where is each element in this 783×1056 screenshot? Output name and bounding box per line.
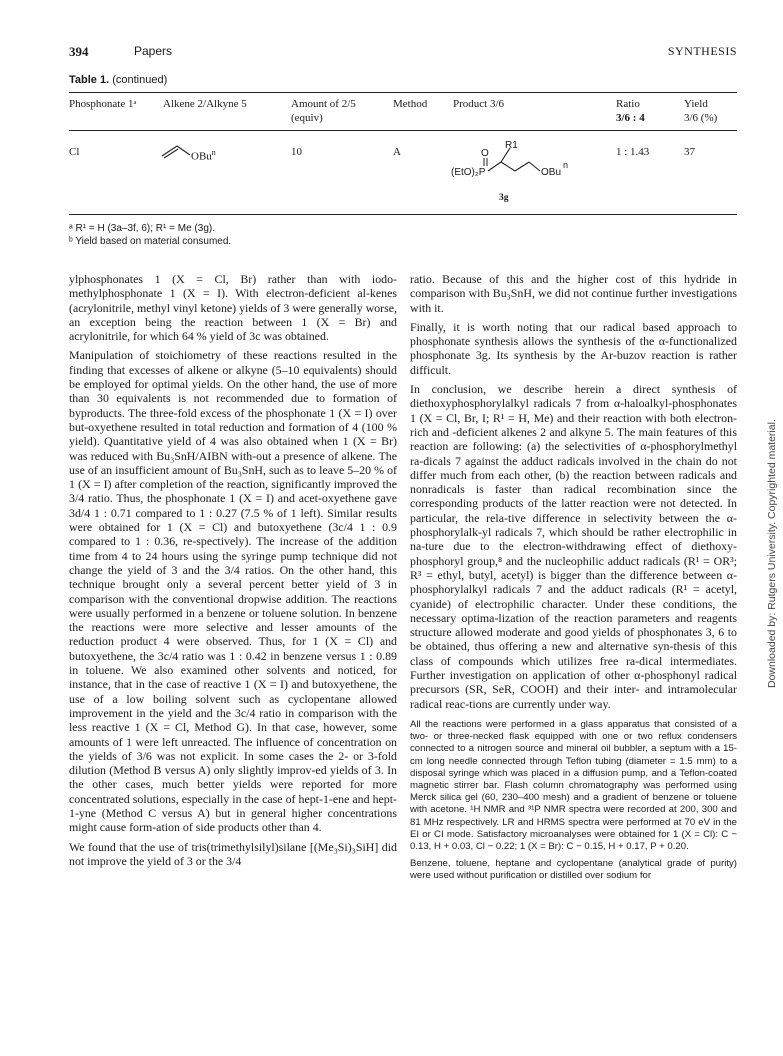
col-header-yield: Yield [684, 98, 708, 110]
bond-c2-c3 [515, 162, 529, 171]
structure-n: n [563, 160, 569, 170]
table-footnote-b: ᵇ Yield based on material consumed. [69, 236, 232, 247]
bond-c1-c2 [501, 162, 515, 171]
bond-c3-o [529, 162, 540, 171]
col-header-phosphonate: Phosphonate 1ᵃ [69, 98, 137, 110]
structure-r1: R1 [505, 140, 518, 151]
table-top-rule [69, 92, 737, 93]
structure-oxygen: O [481, 148, 489, 159]
left-paragraph-3: We found that the use of tris(trimethylsilyl)silane [(Me₃Si)₃SiH] did not improve the yield of 3 or the 3/4 [69, 839, 397, 868]
structure-etop: (EtO)₂P [451, 167, 486, 178]
section-label: Papers [134, 44, 173, 58]
page-number: 394 [69, 44, 89, 59]
cell-method: A [393, 146, 401, 158]
bond-p-c1 [488, 162, 501, 171]
experimental-paragraph-2: Benzene, toluene, heptane and cyclopentane (analytical grade of purity) were used without purification or distilled over sodium for [410, 858, 737, 882]
right-column [410, 272, 737, 888]
journal-name: SYNTHESIS [667, 44, 737, 58]
structure-obu: OBu [541, 167, 562, 178]
col-header-ratio: Ratio [616, 98, 640, 110]
col-header-alkene: Alkene 2/Alkyne 5 [163, 98, 247, 110]
cell-ratio: 1 : 1.43 [616, 146, 650, 158]
col-header-ratio-sub: 3/6 : 4 [616, 112, 645, 124]
alkene-bond-2 [177, 146, 190, 155]
cell-amount: 10 [291, 146, 302, 158]
table-bottom-rule [69, 214, 737, 215]
right-paragraph-3: In conclusion, we describe herein a direct synthesis of diethoxyphosphorylalkyl radicals 7 from α-haloalkyl-phosphonates 1 (X = Cl, Br, I; R¹ = H, Me) and their reaction with both electron-rich and -deficient alkenes 2 and alkyne 5. The main features of this reaction are following: (a) the selectivities of α-phosphorylmethyl ra-dicals 7 against the adduct radicals involved in the chain do not differ much from each other, (b) the reaction between radicals and nonradicals is faster than radical recombination since the corresponding products of the latter reaction were not detected. In particular, the rela-tive difference in selectivity between the α-phosphorylalk-yl radicals 7, which should be rather electrophilic in na-ture due to the electron-withdrawing effect of diethoxy-phosphoryl group,⁸ and the nucleophilic adduct radicals (R¹ = OR³; R³ = ethyl, butyl, acetyl) is bigger than the difference between α-phosphorylalkyl radicals 7 and the adduct radicals (R¹ = acetyl, cyanide) of electrophilic character. Under these conditions, the necessary optima-lization of the reaction parameters and reagents structure allowed moderate and good yields of phosphonates 3, 6 to be obtained, thus offering a new and alternative syn-thesis of this class of compounds which utilizes free ra-dical intermediates. Further investigation on application of other α-phosphonyl radical precursors (SR, SeR, COOH) and their inter- and intramolecular radical reac-tions are currently under way. [410, 382, 737, 711]
alkene-label: OBu$^n$ [191, 148, 216, 163]
download-notice-text: Downloaded by: Rutgers University. Copyrighted material. [766, 419, 778, 688]
structure-compound-label: 3g [499, 193, 509, 203]
table-footnote-a: ᵃ R¹ = H (3a–3f, 6); R¹ = Me (3g). [69, 223, 215, 234]
table-caption-label: Table 1. [69, 74, 110, 86]
col-header-product: Product 3/6 [453, 98, 505, 110]
left-paragraph-1: ylphosphonates 1 (X = Cl, Br) rather than with iodo-methylphosphonate 1 (X = I). With electron-deficient al-kenes (acrylonitrile, methyl vinyl ketone) yields of 3 were generally worse, an exception being the reaction between 1 (X = Br) and acrylonitrile, for which 64 % yield of 3c was obtained. [69, 272, 397, 344]
table-caption-rest: (continued) [112, 74, 168, 86]
left-column [69, 272, 397, 873]
product-structure [452, 138, 592, 188]
left-paragraph-2: Manipulation of stoichiometry of these reactions resulted in the finding that excesses of alkene or alkyne (5–10 equivalents) should be employed for optimal yields. On the other hand, the use of more than 30 equivalents is not recommended due to formation of byproducts. The three-fold excess of the phosphonate 1 (X = I) over but-oxyethene resulted in total reduction and formation of 4 (100 % yield). Quantitative yield of 4 was also obtained when 1 (X = Br) was reduced with Bu₃SnH/AIBN with-out a presence of alkene. The use of an insufficient amount of Bu₃SnH, such as to leave 5–20 % of 1 (X = I) after completion of the reaction, significantly improved the 3/4 ratio. Thus, the phosphonate 1 (X = I) and acet-oxyethene gave 3d/4 1 : 0.71 compared to 1 : 0.27 (7.5 % of 1 left). Similar results were obtained for 1 (X = Cl) and butoxyethene (3c/4 1 : 0.9 compared to 1 : 0.36, re-spectively). The increase of the addition time from 4 to 24 hours using the syringe pump technique did not change the yield of 3 and the 3/4 ratios. On the other hand, this technique brought only a several percent better yield of 3 in comparison with the conventional dropwise addition. The reactions were usually performed in a benzene or toluene solution. In benzene the reactions were more selective and lesser amounts of the reduction product 4 were observed. Thus, for 1 (X = Cl) and butoxyethene, the 3c/4 ratio was 1 : 0.42 in benzene versus 1 : 0.89 in toluene. We also examined other solvents and noticed, for instance, that in the case of reactive 1 (X = I) and butoxyethene, the use of a low boiling solvent such as cyclopentane allowed improvement in the yield and the 3c/4 ratio in comparison with the less reactive 1 (X = Cl, Method G). In that case, however, some amounts of 1 were left unreacted. The influence of concentration on the yields of 3/6 was not explicit. In some cases the 2- or 3-fold dilution (Method B versus A) only slightly improv-ed yields of 3. In the other cases, much better yields were reported for more concentrated solutions, especially in the case of hept-1-ene and hept-1-yne (Method C versus A) but in general higher concentrations might cause form-ation of side products other than 4. [69, 348, 397, 835]
experimental-paragraph-1: All the reactions were performed in a glass apparatus that consisted of a two- or three-necked flask equipped with one or two reflux condensers connected to a nitrogen source and mineral oil bubbler, a septum with a 15-cm long needle connected through Teflon tubing (diameter = 1.5 mm) to a disposal syringe which was placed in a diffusion pump, and a Teflon-coated magnetic stirrer bar. Flash column chromatography was performed using Merck silica gel (60, 230–400 mesh) and a gradient of benzene or toluene with acetone. ¹H NMR and ³¹P NMR spectra were recorded at 200, 300 and 81 MHz respectively. LR and HRMS spectra were performed at 70 eV in the EI or CI mode. Satisfactory microanalyses were obtained for 1 (X = Cl): C − 0.13, H + 0.03, Cl − 0.22; 1 (X = Br): C − 0.15, H + 0.17, P + 0.20. [410, 718, 737, 852]
col-header-method: Method [393, 98, 428, 110]
col-header-amount-unit: (equiv) [291, 112, 323, 124]
cell-yield: 37 [684, 146, 695, 158]
right-paragraph-2: Finally, it is worth noting that our radical based approach to phosphonate synthesis allows the synthesis of the α-functionalized phosphonate 3g. Its synthesis by the Ar-buzov reaction is rather difficult. [410, 319, 737, 377]
table-caption [69, 74, 167, 86]
download-notice [766, 388, 778, 688]
col-header-amount: Amount of 2/5 [291, 98, 356, 110]
cell-phosphonate: Cl [69, 146, 80, 158]
table-header-rule [69, 130, 737, 131]
col-header-yield-sub: 3/6 (%) [684, 112, 718, 124]
right-paragraph-1: ratio. Because of this and the higher cost of this hydride in comparison with Bu₃SnH, we did not continue further investigations with it. [410, 272, 737, 315]
